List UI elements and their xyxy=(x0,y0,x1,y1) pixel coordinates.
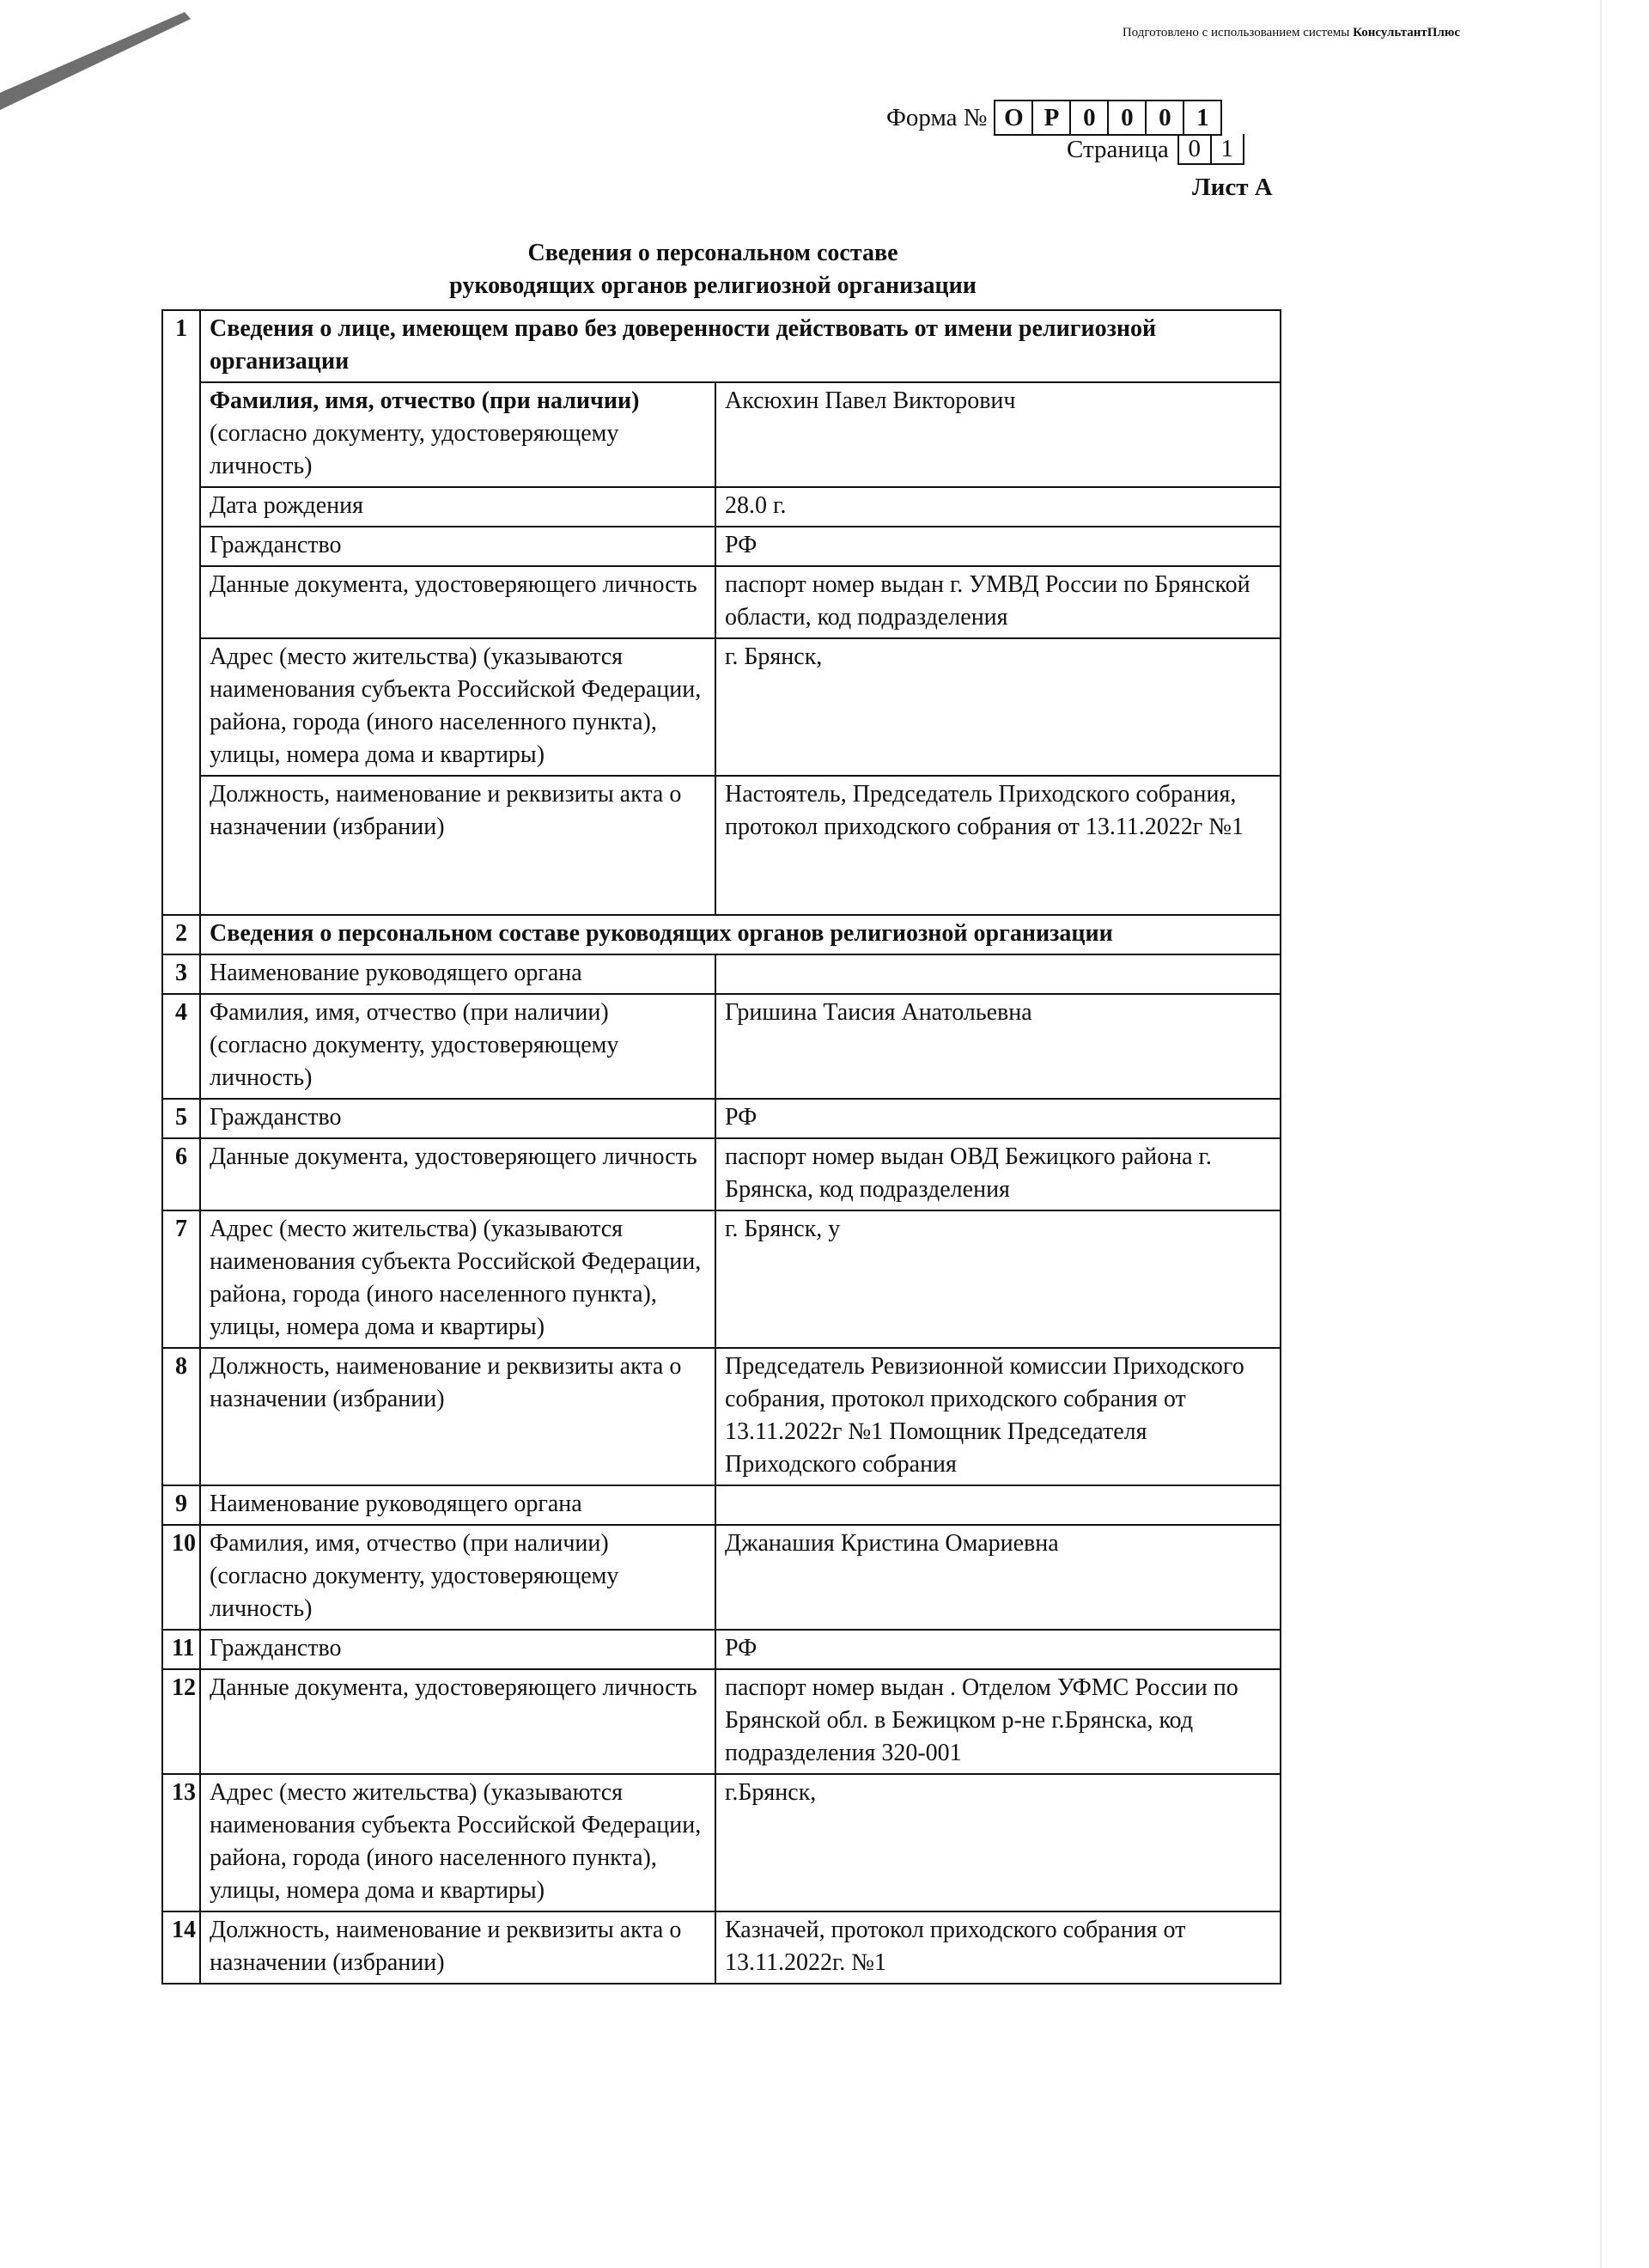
row-label: Гражданство xyxy=(200,1099,715,1138)
section-2-header-row xyxy=(162,915,1281,954)
form-number xyxy=(886,100,1222,136)
section-1-header-row xyxy=(162,310,1281,382)
table-row xyxy=(162,1099,1281,1138)
row-label: Данные документа, удостоверяющего личность xyxy=(200,1669,715,1774)
birth-date-value: 28.0 г. xyxy=(715,487,1281,527)
table-row xyxy=(162,487,1281,527)
row-number: 8 xyxy=(162,1348,200,1485)
table-row xyxy=(162,776,1281,915)
header-note xyxy=(1123,26,1460,40)
row-value: паспорт номер выдан . Отделом УФМС России по Брянской обл. в Бежицком р-не г.Брянска, код подразделения 320-001 xyxy=(715,1669,1281,1774)
row-value: Председатель Ревизионной комиссии Приходского собрания, протокол приходского собрания от 13.11.2022г №1 Помощник Председателя Приходского собрания xyxy=(715,1348,1281,1485)
table-row xyxy=(162,1210,1281,1348)
fio-label-rest: (согласно документу, удостоверяющему личность) xyxy=(210,420,619,479)
form-code-cell: 0 xyxy=(1147,101,1184,134)
row-label: Фамилия, имя, отчество (при наличии) (согласно документу, удостоверяющему личность) xyxy=(200,1525,715,1630)
section-1-title: Сведения о лице, имеющем право без доверенности действовать от имени религиозной организации xyxy=(200,310,1281,382)
form-code-cell: 0 xyxy=(1109,101,1147,134)
table-row xyxy=(162,1630,1281,1669)
position-label: Должность, наименование и реквизиты акта о назначении (избрании) xyxy=(200,776,715,915)
row-value xyxy=(715,954,1281,994)
row-label: Адрес (место жительства) (указываются наименования субъекта Российской Федерации, района, города (иного населенного пункта), улицы, номера дома и квартиры) xyxy=(200,1774,715,1911)
page-code-cell: 1 xyxy=(1220,135,1234,162)
citizenship-label: Гражданство xyxy=(200,527,715,566)
row-value: г.Брянск, xyxy=(715,1774,1281,1911)
citizenship-value: РФ xyxy=(715,527,1281,566)
row-value: РФ xyxy=(715,1099,1281,1138)
row-label: Гражданство xyxy=(200,1630,715,1669)
form-number-cells xyxy=(994,100,1222,136)
row-label: Фамилия, имя, отчество (при наличии) (согласно документу, удостоверяющему личность) xyxy=(200,994,715,1099)
row-number: 7 xyxy=(162,1210,200,1348)
row-label: Должность, наименование и реквизиты акта о назначении (избрании) xyxy=(200,1911,715,1984)
row-label: Должность, наименование и реквизиты акта о назначении (избрании) xyxy=(200,1348,715,1485)
row-value: Гришина Таисия Анатольевна xyxy=(715,994,1281,1099)
table-row xyxy=(162,1911,1281,1984)
table-row xyxy=(162,1348,1281,1485)
header-note-brand: КонсультантПлюс xyxy=(1353,26,1460,40)
form-code-cell: О xyxy=(995,101,1033,134)
row-number: 9 xyxy=(162,1485,200,1525)
id-document-label: Данные документа, удостоверяющего личность xyxy=(200,566,715,638)
fio-label xyxy=(200,382,715,487)
page-number-label: Страница xyxy=(1067,135,1169,163)
birth-date-label: Дата рождения xyxy=(200,487,715,527)
header-note-prefix: Подготовлено с использованием системы xyxy=(1122,26,1350,40)
table-row xyxy=(162,1774,1281,1911)
form-code-cell: 1 xyxy=(1196,104,1209,131)
page-number-cells xyxy=(1177,134,1244,165)
row-number: 4 xyxy=(162,994,200,1099)
section-1-number: 1 xyxy=(162,310,200,915)
row-number: 12 xyxy=(162,1669,200,1774)
table-row xyxy=(162,638,1281,776)
document-title-line1: Сведения о персональном составе xyxy=(527,240,898,266)
document-title xyxy=(155,237,1271,302)
row-number: 3 xyxy=(162,954,200,994)
row-number: 5 xyxy=(162,1099,200,1138)
section-2-number: 2 xyxy=(162,915,200,954)
row-value: Джанашия Кристина Омариевна xyxy=(715,1525,1281,1630)
table-row xyxy=(162,1669,1281,1774)
table-row xyxy=(162,1525,1281,1630)
row-label: Наименование руководящего органа xyxy=(200,954,715,994)
row-label: Наименование руководящего органа xyxy=(200,1485,715,1525)
personnel-table xyxy=(161,309,1281,1984)
document-title-line2: руководящих органов религиозной организации xyxy=(449,272,977,299)
table-row xyxy=(162,954,1281,994)
row-value xyxy=(715,1485,1281,1525)
row-value: паспорт номер выдан ОВД Бежицкого района г. Брянска, код подразделения xyxy=(715,1138,1281,1210)
scan-shadow-mark xyxy=(0,0,198,129)
table-row xyxy=(162,1138,1281,1210)
row-number: 14 xyxy=(162,1911,200,1984)
form-code-cell: Р xyxy=(1033,101,1071,134)
row-number: 10 xyxy=(162,1525,200,1630)
address-label: Адрес (место жительства) (указываются наименования субъекта Российской Федерации, района, города (иного населенного пункта), улицы, номера дома и квартиры) xyxy=(200,638,715,776)
position-value: Настоятель, Председатель Приходского собрания, протокол приходского собрания от 13.11.2022г №1 xyxy=(715,776,1281,915)
page-edge-shadow xyxy=(1600,0,1602,2268)
row-value: Казначей, протокол приходского собрания от 13.11.2022г. №1 xyxy=(715,1911,1281,1984)
row-number: 13 xyxy=(162,1774,200,1911)
form-number-label: Форма № xyxy=(886,103,988,131)
table-row xyxy=(162,382,1281,487)
row-label: Адрес (место жительства) (указываются наименования субъекта Российской Федерации, района, города (иного населенного пункта), улицы, номера дома и квартиры) xyxy=(200,1210,715,1348)
section-2-title: Сведения о персональном составе руководящих органов религиозной организации xyxy=(200,915,1281,954)
form-code-cell: 0 xyxy=(1071,101,1109,134)
sheet-label: Лист А xyxy=(1192,174,1273,201)
fio-label-bold: Фамилия, имя, отчество (при наличии) xyxy=(210,387,640,414)
fio-value: Аксюхин Павел Викторович xyxy=(715,382,1281,487)
table-row xyxy=(162,1485,1281,1525)
row-label: Данные документа, удостоверяющего личность xyxy=(200,1138,715,1210)
id-document-value: паспорт номер выдан г. УМВД России по Брянской области, код подразделения xyxy=(715,566,1281,638)
address-value: г. Брянск, xyxy=(715,638,1281,776)
page-code-cell: 0 xyxy=(1179,134,1212,163)
row-number: 11 xyxy=(162,1630,200,1669)
table-row xyxy=(162,527,1281,566)
table-row xyxy=(162,566,1281,638)
row-value: РФ xyxy=(715,1630,1281,1669)
row-number: 6 xyxy=(162,1138,200,1210)
row-value: г. Брянск, у xyxy=(715,1210,1281,1348)
page-number xyxy=(1067,134,1244,165)
table-row xyxy=(162,994,1281,1099)
